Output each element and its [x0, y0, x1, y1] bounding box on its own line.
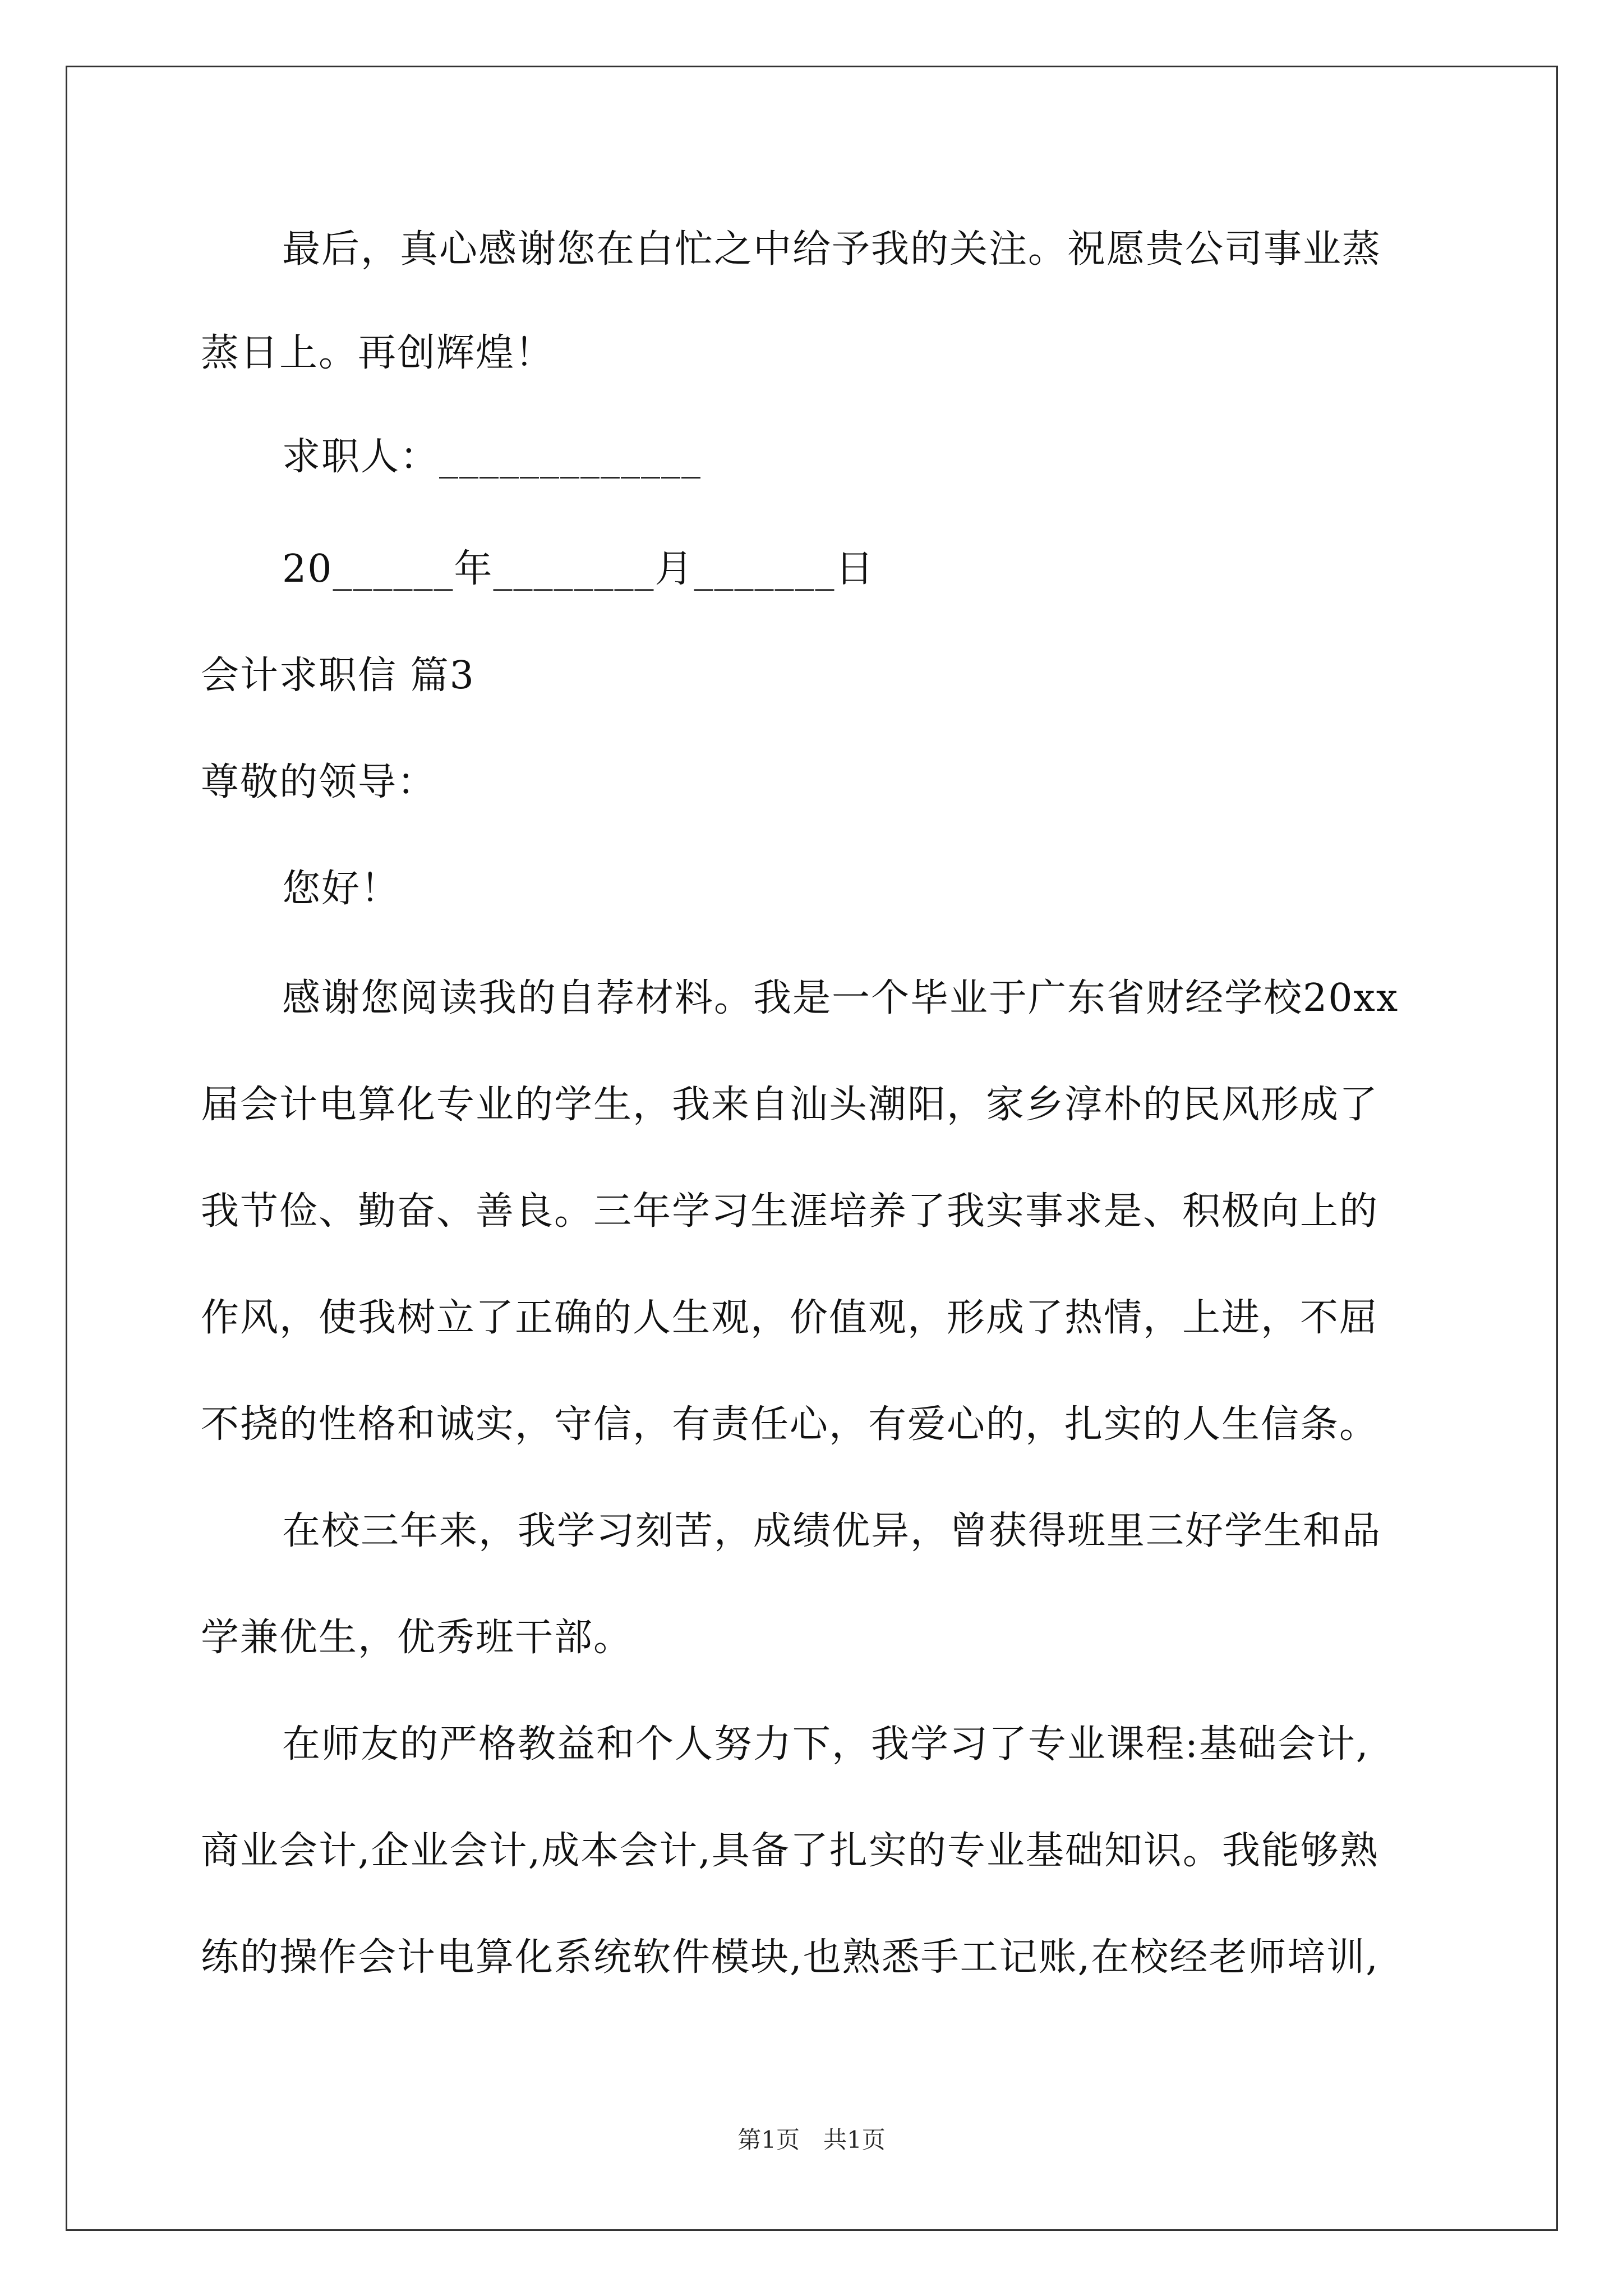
- text-line-13: 在校三年来，我学习刻苦，成绩优异，曾获得班里三好学生和品: [282, 1509, 1382, 1553]
- text-line-15: 在师友的严格教益和个人努力下，我学习了专业课程:基础会计,: [282, 1722, 1370, 1766]
- page-border: [66, 66, 1558, 2231]
- section-heading: 会计求职信 篇3: [201, 654, 475, 698]
- greeting: 您好！: [282, 867, 400, 911]
- text-line-11: 作风，使我树立了正确的人生观，价值观，形成了热情，上进，不屈: [201, 1296, 1379, 1340]
- text-line-9: 届会计电算化专业的学生，我来自汕头潮阳，家乡淳朴的民风形成了: [201, 1083, 1379, 1127]
- text-line-16: 商业会计,企业会计,成本会计,具备了扎实的专业基础知识。我能够熟: [201, 1829, 1379, 1873]
- applicant-signature-line: 求职人：_____________: [282, 435, 702, 479]
- salutation: 尊敬的领导：: [201, 760, 437, 804]
- text-line-10: 我节俭、勤奋、善良。三年学习生涯培养了我实事求是、积极向上的: [201, 1189, 1379, 1234]
- text-line-1: 最后，真心感谢您在白忙之中给予我的关注。祝愿贵公司事业蒸: [282, 227, 1382, 272]
- page-number-footer: 第1页 共1页: [737, 2126, 886, 2154]
- text-line-17: 练的操作会计电算化系统软件模块,也熟悉手工记账,在校经老师培训,: [201, 1935, 1379, 1980]
- date-line: 20______年________月_______日: [282, 547, 875, 591]
- text-line-12: 不挠的性格和诚实，守信，有责任心，有爱心的，扎实的人生信条。: [201, 1402, 1379, 1447]
- text-line-8: 感谢您阅读我的自荐材料。我是一个毕业于广东省财经学校20xx: [282, 976, 1399, 1020]
- text-line-14: 学兼优生，优秀班干部。: [201, 1616, 633, 1660]
- text-line-2: 蒸日上。再创辉煌！: [201, 331, 555, 375]
